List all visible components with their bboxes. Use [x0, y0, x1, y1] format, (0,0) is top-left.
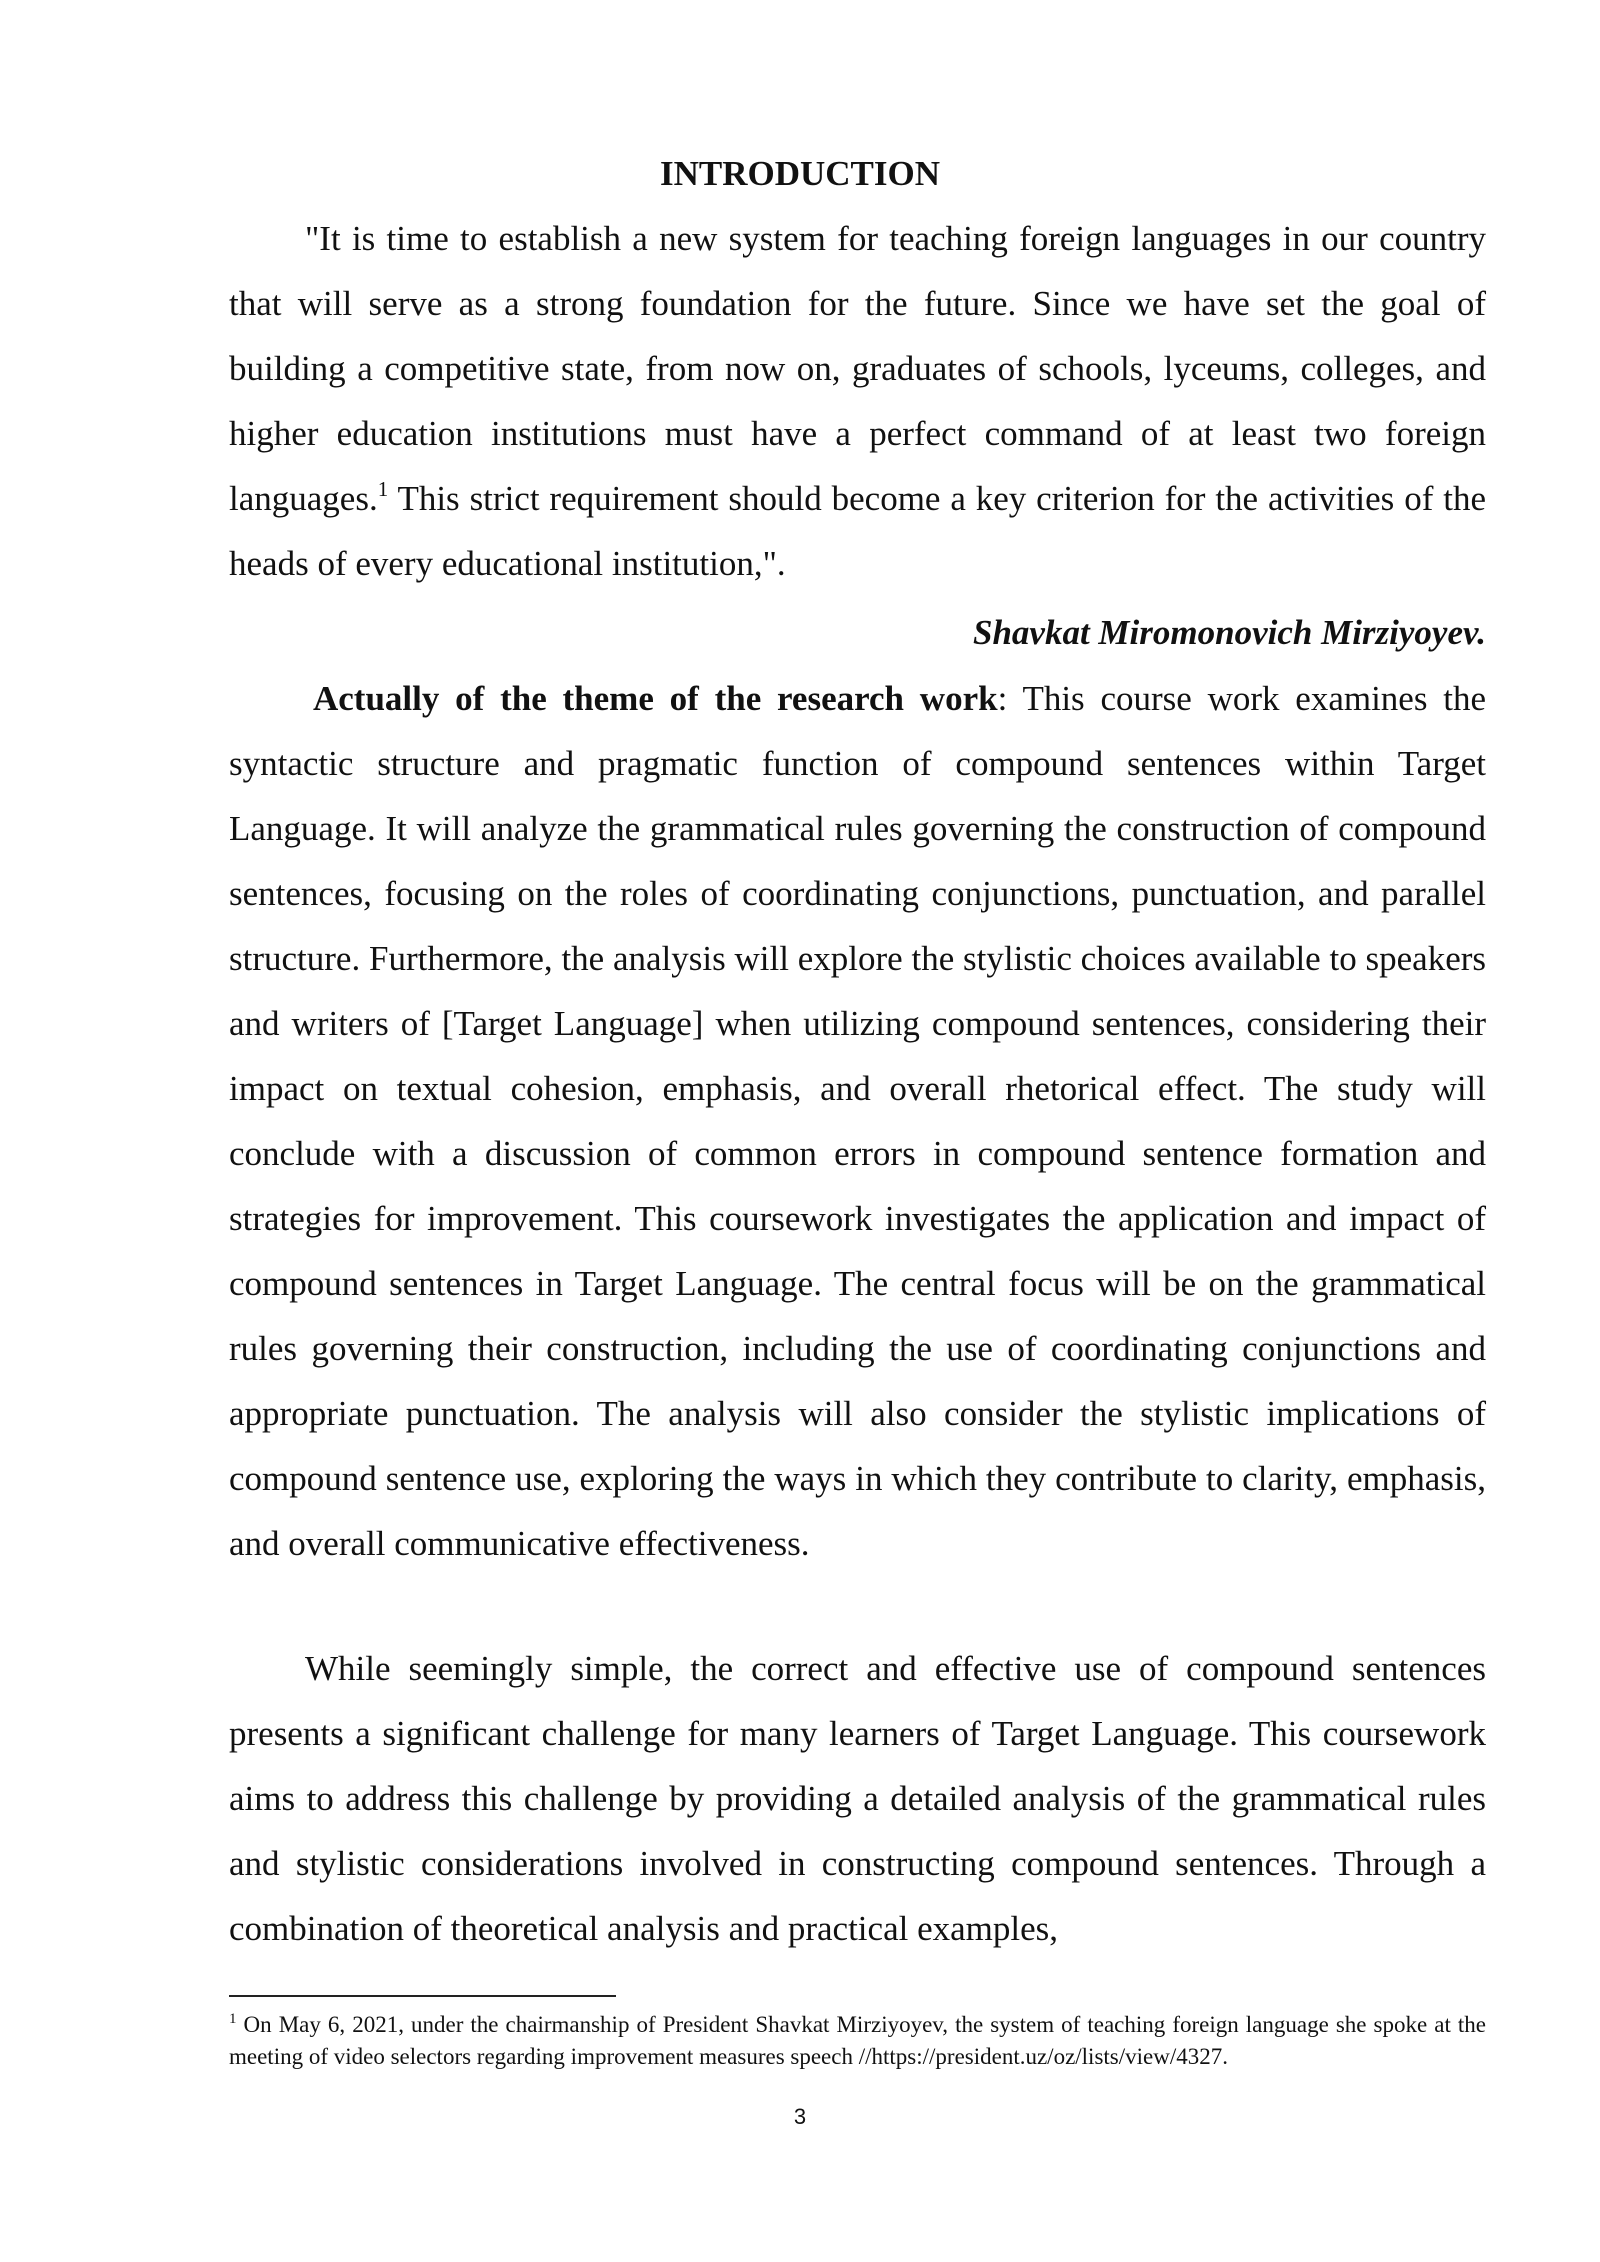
section-heading: INTRODUCTION: [659, 154, 941, 193]
actuality-text: : This course work examines the syntactic structure and pragmatic function of compound sentences within Target Language. It will analyze the grammatical rules governing the construction of compound sentences, focusing on the roles of coordinating conjunctions, punctuation, and parallel structure. Furthermore, the analysis will explore the stylistic choices available to speakers and writers of [Target Language] when utilizing compound sentences, considering their impact on textual cohesion, emphasis, and overall rhetorical effect. The study will conclude with a discussion of common errors in compound sentence formation and strategies for improvement. This coursework investigates the application and impact of compound sentences in Target Language. The central focus will be on the grammatical rules governing their construction, including the use of coordinating conjunctions and appropriate punctuation. The analysis will also consider the stylistic implications of compound sentence use, exploring the ways in which they contribute to clarity, emphasis, and overall communicative effectiveness.: [229, 679, 1486, 1563]
quote-text-continued: This strict requirement should become a key criterion for the activities of the heads of every educational institution,".: [229, 479, 1486, 583]
body-paragraph: While seemingly simple, the correct and effective use of compound sentences presents a significant challenge for many learners of Target Language. This coursework aims to address this challenge by providing a detailed analysis of the grammatical rules and stylistic considerations involved in constructing compound sentences. Through a combination of theoretical analysis and practical examples,: [229, 1649, 1486, 1948]
page-number: 3: [793, 2104, 807, 2129]
footnote-text: On May 6, 2021, under the chairmanship of President Shavkat Mirziyoyev, the system of teaching foreign language she spoke at the meeting of video selectors regarding improvement measures speech //https://president.uz/oz/lists/view/4327.: [229, 2012, 1486, 2069]
quote-author: Shavkat Miromonovich Mirziyoyev.: [972, 613, 1486, 652]
footnote-reference[interactable]: 1: [377, 477, 389, 501]
footnote-separator: [229, 1995, 616, 1997]
footnote: [229, 2009, 1486, 2073]
quote-paragraph: [229, 206, 1486, 596]
actuality-label: Actually of the theme of the research work: [313, 679, 998, 718]
footnote-marker: 1: [229, 2011, 237, 2027]
actuality-paragraph: [229, 666, 1486, 1576]
quote-text: "It is time to establish a new system for teaching foreign languages in our country that will serve as a strong foundation for the future. Since we have set the goal of building a competitive state, from now on, graduates of schools, lyceums, colleges, and higher education institutions must have a perfect command of at least two foreign languages.: [229, 219, 1486, 518]
